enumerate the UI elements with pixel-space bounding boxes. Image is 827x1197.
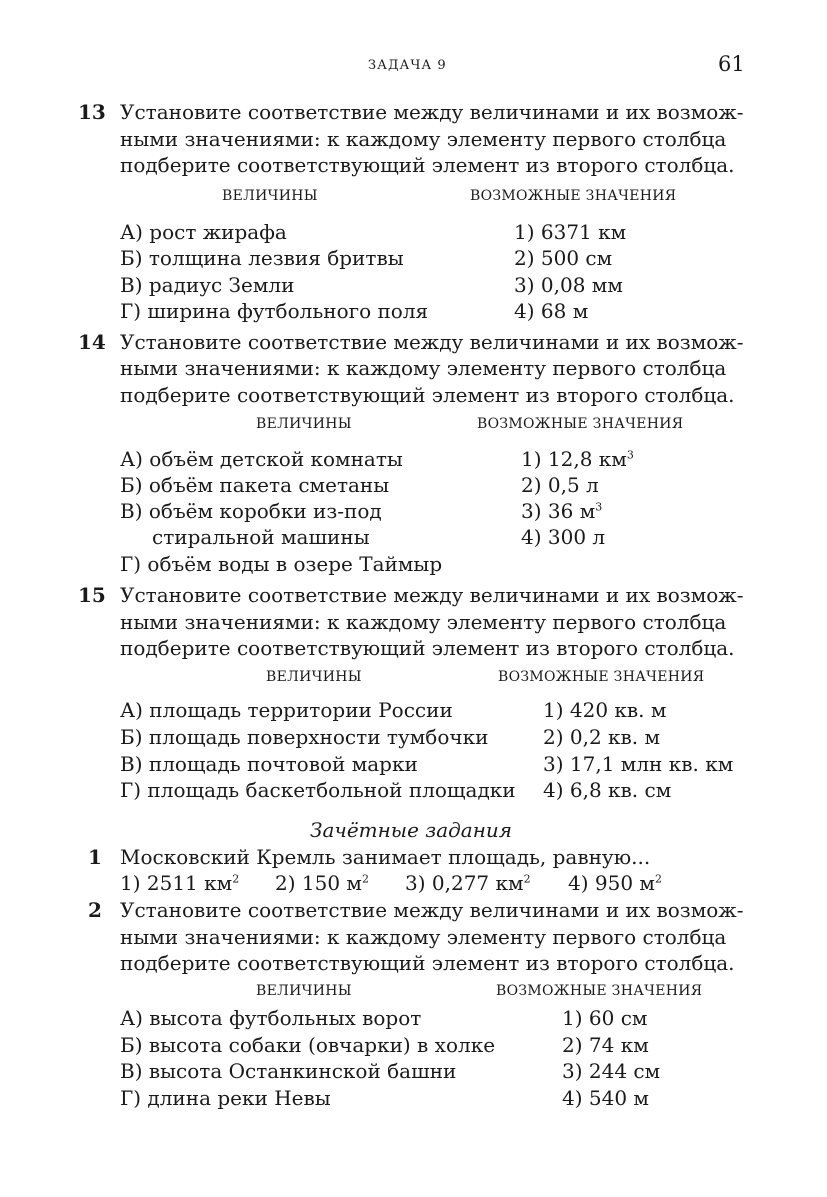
problem-text-line: ными значениями: к каждому элементу первого столбца xyxy=(120,925,727,949)
problem-text-line: ными значениями: к каждому элементу первого столбца xyxy=(120,610,727,634)
left-item: Г) ширина футбольного поля xyxy=(120,299,429,323)
left-item: В) высота Останкинской башни xyxy=(120,1059,457,1083)
problem-text-line: подберите соответствующий элемент из второго столбца. xyxy=(120,153,735,177)
left-item: А) объём детской комнаты xyxy=(120,447,403,471)
right-item: 4) 68 м xyxy=(514,299,589,323)
right-item: 3) 0,08 мм xyxy=(514,273,623,297)
left-item: А) площадь территории России xyxy=(120,698,453,722)
section-title: Зачётные задания xyxy=(310,818,513,842)
page-number: 61 xyxy=(718,52,745,76)
left-item: В) площадь почтовой марки xyxy=(120,752,418,776)
running-header: ЗАДАЧА 9 xyxy=(368,58,447,73)
column-header-left: ВЕЛИЧИНЫ xyxy=(256,983,352,999)
left-item: стиральной машины xyxy=(152,525,370,549)
right-item: 2) 74 км xyxy=(562,1033,649,1057)
left-item: Б) площадь поверхности тумбочки xyxy=(120,725,489,749)
right-item: 3) 244 см xyxy=(562,1059,661,1083)
right-item: 1) 420 кв. м xyxy=(543,698,667,722)
problem-number: 1 xyxy=(88,845,102,869)
left-item: Б) высота собаки (овчарки) в холке xyxy=(120,1033,496,1057)
left-item: Г) объём воды в озере Таймыр xyxy=(120,552,443,576)
problem-text-line: подберите соответствующий элемент из второго столбца. xyxy=(120,951,735,975)
right-item: 3) 36 $м^3$ xyxy=(521,499,603,523)
problem-text-line: подберите соответствующий элемент из второго столбца. xyxy=(120,636,735,660)
right-item: 3) 17,1 млн кв. км xyxy=(543,752,734,776)
right-item: 2) 0,5 л xyxy=(521,473,599,497)
problem-text-line: ными значениями: к каждому элементу первого столбца xyxy=(120,356,727,380)
left-item: Б) объём пакета сметаны xyxy=(120,473,390,497)
answer-option: 1) 2511 $км^2$ xyxy=(120,871,240,895)
column-header-right: ВОЗМОЖНЫЕ ЗНАЧЕНИЯ xyxy=(498,669,705,685)
column-header-left: ВЕЛИЧИНЫ xyxy=(266,669,362,685)
right-item: 1) 60 см xyxy=(562,1006,648,1030)
answer-option: 2) 150 $м^2$ xyxy=(275,871,369,895)
right-item: 2) 0,2 кв. м xyxy=(543,725,661,749)
problem-text-line: ными значениями: к каждому элементу первого столбца xyxy=(120,127,727,151)
column-header-right: ВОЗМОЖНЫЕ ЗНАЧЕНИЯ xyxy=(470,188,677,204)
problem-text-line: подберите соответствующий элемент из второго столбца. xyxy=(120,383,735,407)
right-item: 4) 6,8 кв. см xyxy=(543,778,672,802)
column-header-right: ВОЗМОЖНЫЕ ЗНАЧЕНИЯ xyxy=(477,416,684,432)
left-item: В) объём коробки из-под xyxy=(120,499,382,523)
problem-text-line: Установите соответствие между величинами и их возмож- xyxy=(120,100,744,124)
column-header-right: ВОЗМОЖНЫЕ ЗНАЧЕНИЯ xyxy=(496,983,703,999)
left-item: Г) длина реки Невы xyxy=(120,1086,331,1110)
right-item: 1) 6371 км xyxy=(514,220,627,244)
problem-text-line: Московский Кремль занимает площадь, равную... xyxy=(120,845,651,869)
left-item: Б) толщина лезвия бритвы xyxy=(120,246,404,270)
problem-number: 14 xyxy=(78,330,106,354)
problem-text-line: Установите соответствие между величинами и их возмож- xyxy=(120,330,744,354)
left-item: А) высота футбольных ворот xyxy=(120,1006,422,1030)
answer-option: 4) 950 $м^2$ xyxy=(568,871,662,895)
problem-number: 15 xyxy=(78,583,106,607)
problem-number: 13 xyxy=(78,100,106,124)
right-item: 4) 300 л xyxy=(521,525,606,549)
column-header-left: ВЕЛИЧИНЫ xyxy=(256,416,352,432)
problem-text-line: Установите соответствие между величинами и их возмож- xyxy=(120,898,744,922)
right-item: 1) 12,8 $км^3$ xyxy=(521,447,634,471)
problem-text-line: Установите соответствие между величинами и их возмож- xyxy=(120,583,744,607)
right-item: 4) 540 м xyxy=(562,1086,649,1110)
right-item: 2) 500 см xyxy=(514,246,613,270)
problem-number: 2 xyxy=(88,898,102,922)
column-header-left: ВЕЛИЧИНЫ xyxy=(222,188,318,204)
left-item: В) радиус Земли xyxy=(120,273,295,297)
answer-option: 3) 0,277 $км^2$ xyxy=(405,871,531,895)
left-item: А) рост жирафа xyxy=(120,220,287,244)
left-item: Г) площадь баскетбольной площадки xyxy=(120,778,516,802)
